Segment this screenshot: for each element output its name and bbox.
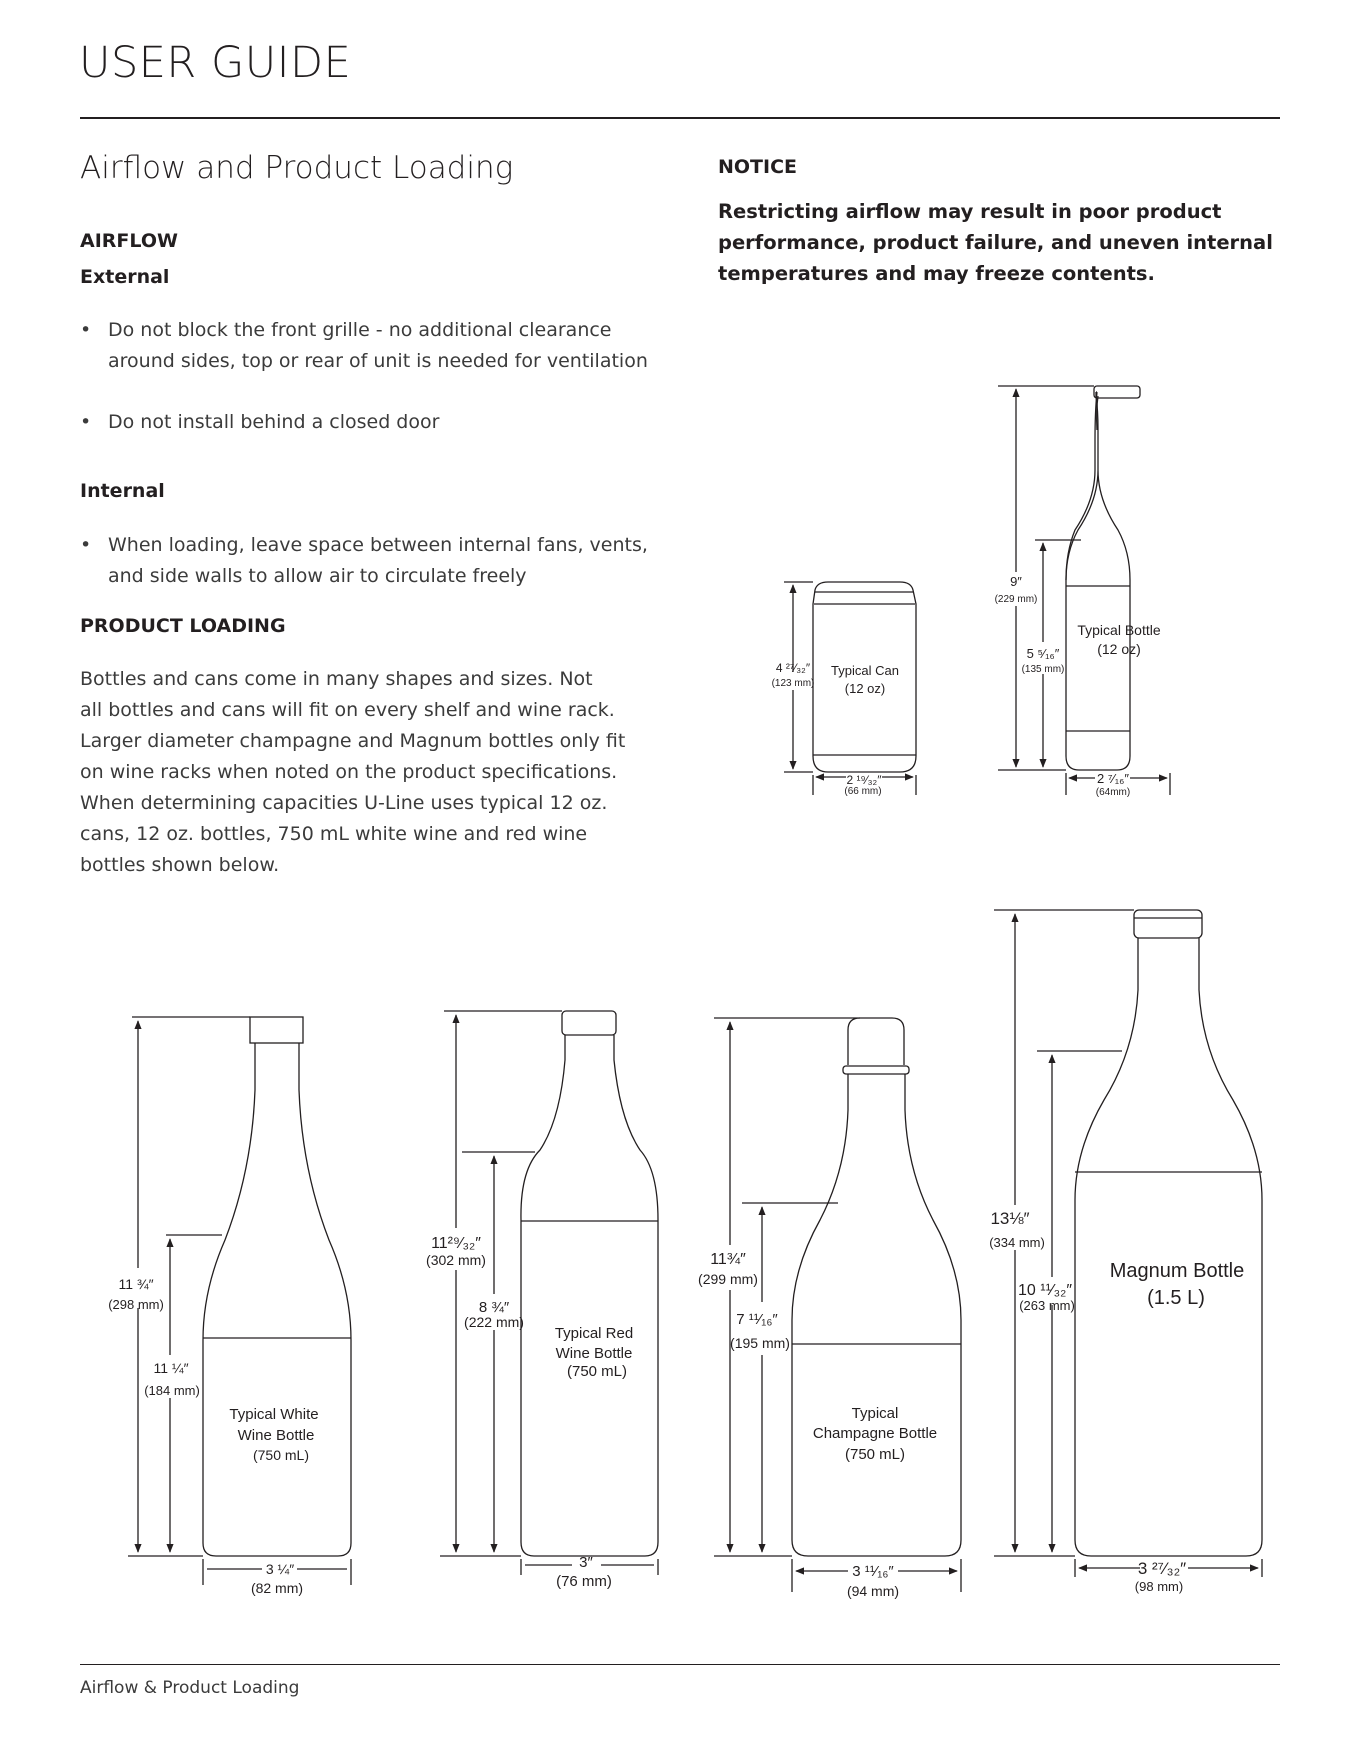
white-wine-shoulder-mm-label: (184 mm)	[144, 1383, 200, 1398]
beer-bottle-height-label: 9″	[1010, 574, 1022, 589]
beer-bottle-name-line: (12 oz)	[1097, 641, 1141, 657]
red-wine-shoulder-mm-label: (222 mm)	[464, 1314, 524, 1330]
beer-bottle-height-mm-label: (229 mm)	[994, 594, 1038, 605]
external-heading: External	[80, 266, 170, 288]
notice-line: temperatures and may freeze contents.	[718, 262, 1155, 285]
white-wine-name-line: Wine Bottle	[237, 1427, 315, 1444]
footer-divider	[80, 1664, 1280, 1665]
red-wine-outline	[521, 1035, 658, 1556]
red-wine-name-line: Typical Red	[554, 1325, 634, 1342]
champagne-name-line: (750 mL)	[844, 1446, 906, 1463]
red-wine-shoulder-label: 8 ¾″	[478, 1299, 510, 1316]
can-name-line: Typical Can	[831, 663, 899, 678]
magnum-height-label: 13⅛″	[990, 1209, 1030, 1228]
red-wine-name-line: (750 mL)	[566, 1363, 628, 1380]
bullet-line: and side walls to allow air to circulate freely	[108, 565, 527, 587]
magnum-outline	[1075, 938, 1262, 1556]
white-wine-name-line: Typical White	[229, 1406, 319, 1423]
notice-line: Restricting airflow may result in poor product	[718, 200, 1222, 223]
champagne-height-label: 11¾″	[710, 1251, 746, 1268]
white-wine-width-mm-label: (82 mm)	[250, 1580, 304, 1596]
white-wine-height-label: 11 ¾″	[118, 1276, 154, 1292]
red-wine-figure	[440, 1011, 658, 1575]
paragraph-line: Bottles and cans come in many shapes and sizes. Not	[80, 668, 593, 690]
bullet-line: When loading, leave space between internal fans, vents,	[108, 534, 648, 556]
magnum-labels	[989, 1209, 1244, 1594]
white-wine-outline	[203, 1043, 351, 1556]
paragraph-line: Larger diameter champagne and Magnum bottles only fit	[80, 730, 626, 752]
red-wine-height-mm-label: (302 mm)	[426, 1252, 486, 1268]
red-wine-width-label: 3″	[579, 1554, 593, 1571]
magnum-shoulder-label: 10 ¹¹⁄₃₂″	[1018, 1282, 1072, 1299]
beer-bottle-labels	[995, 574, 1161, 798]
internal-heading: Internal	[80, 480, 165, 502]
white-wine-shoulder-label: 11 ¼″	[153, 1360, 189, 1376]
product-loading-heading: PRODUCT LOADING	[80, 615, 286, 637]
notice-line: performance, product failure, and uneven internal	[718, 231, 1273, 254]
magnum-width-mm-label: (98 mm)	[1134, 1579, 1184, 1594]
magnum-shoulder-mm-label: (263 mm)	[1019, 1298, 1075, 1313]
can-name-line: (12 oz)	[844, 681, 886, 696]
footer-text: Airflow & Product Loading	[80, 1678, 300, 1698]
paragraph-line: When determining capacities U-Line uses typical 12 oz.	[80, 792, 608, 814]
airflow-heading: AIRFLOW	[80, 230, 178, 252]
magnum-name-line: Magnum Bottle	[1109, 1260, 1245, 1282]
champagne-figure	[714, 1018, 961, 1592]
paragraph-line: all bottles and cans will fit on every shelf and wine rack.	[80, 699, 615, 721]
bullet-dot: •	[80, 319, 92, 341]
paragraph-line: on wine racks when noted on the product specifications.	[80, 761, 618, 783]
paragraph-line: bottles shown below.	[80, 854, 280, 876]
bullet-dot: •	[80, 411, 92, 433]
champagne-name-line: Typical	[851, 1405, 899, 1422]
bullet-line: Do not block the front grille - no additional clearance	[108, 319, 612, 341]
beer-bottle-outline	[1066, 392, 1130, 770]
white-wine-labels	[108, 1276, 318, 1596]
champagne-shoulder-label: 7 ¹¹⁄₁₆″	[736, 1311, 778, 1328]
white-wine-name-line: (750 mL)	[252, 1447, 310, 1463]
magnum-height-mm-label: (334 mm)	[989, 1235, 1045, 1250]
beer-bottle-shoulder-label: 5 ⁵⁄₁₆″	[1026, 646, 1060, 661]
can-height-label: 4 ²⁷⁄₃₂″	[775, 661, 811, 675]
bullet-line: around sides, top or rear of unit is needed for ventilation	[108, 350, 648, 372]
can-height-mm-label: (123 mm)	[771, 678, 815, 689]
section-title: Airflow and Product Loading	[80, 150, 514, 186]
beer-bottle-width-label: 2 ⁷⁄₁₆″	[1097, 771, 1129, 786]
magnum-name-line: (1.5 L)	[1147, 1287, 1205, 1309]
white-wine-height-mm-label: (298 mm)	[108, 1297, 164, 1312]
can-width-label: 2 ¹⁹⁄₃₂″	[846, 773, 882, 787]
red-wine-labels	[426, 1235, 633, 1590]
paragraph-line: cans, 12 oz. bottles, 750 mL white wine and red wine	[80, 823, 588, 845]
champagne-labels	[698, 1251, 937, 1599]
page-title: USER GUIDE	[79, 38, 352, 88]
beer-bottle-shoulder-mm-label: (135 mm)	[1021, 664, 1065, 675]
champagne-width-mm-label: (94 mm)	[846, 1583, 900, 1599]
champagne-outline	[792, 1074, 961, 1556]
champagne-width-label: 3 ¹¹⁄₁₆″	[852, 1563, 894, 1580]
beer-bottle-width-mm-label: (64mm)	[1095, 787, 1131, 798]
notice-label: NOTICE	[718, 156, 798, 178]
champagne-height-mm-label: (299 mm)	[698, 1271, 758, 1287]
white-wine-width-label: 3 ¼″	[265, 1561, 295, 1577]
magnum-width-label: 3 ²⁷⁄₃₂″	[1137, 1559, 1187, 1578]
champagne-shoulder-mm-label: (195 mm)	[730, 1335, 790, 1351]
bullet-dot: •	[80, 534, 92, 556]
beer-bottle-name-line: Typical Bottle	[1077, 622, 1161, 638]
champagne-name-line: Champagne Bottle	[812, 1425, 938, 1442]
bullet-line: Do not install behind a closed door	[108, 411, 440, 433]
red-wine-width-mm-label: (76 mm)	[556, 1573, 612, 1590]
red-wine-name-line: Wine Bottle	[555, 1345, 633, 1362]
can-width-mm-label: (66 mm)	[844, 786, 882, 797]
red-wine-height-label: 11²⁹⁄₃₂″	[431, 1235, 481, 1252]
beer-bottle-figure	[998, 386, 1170, 795]
